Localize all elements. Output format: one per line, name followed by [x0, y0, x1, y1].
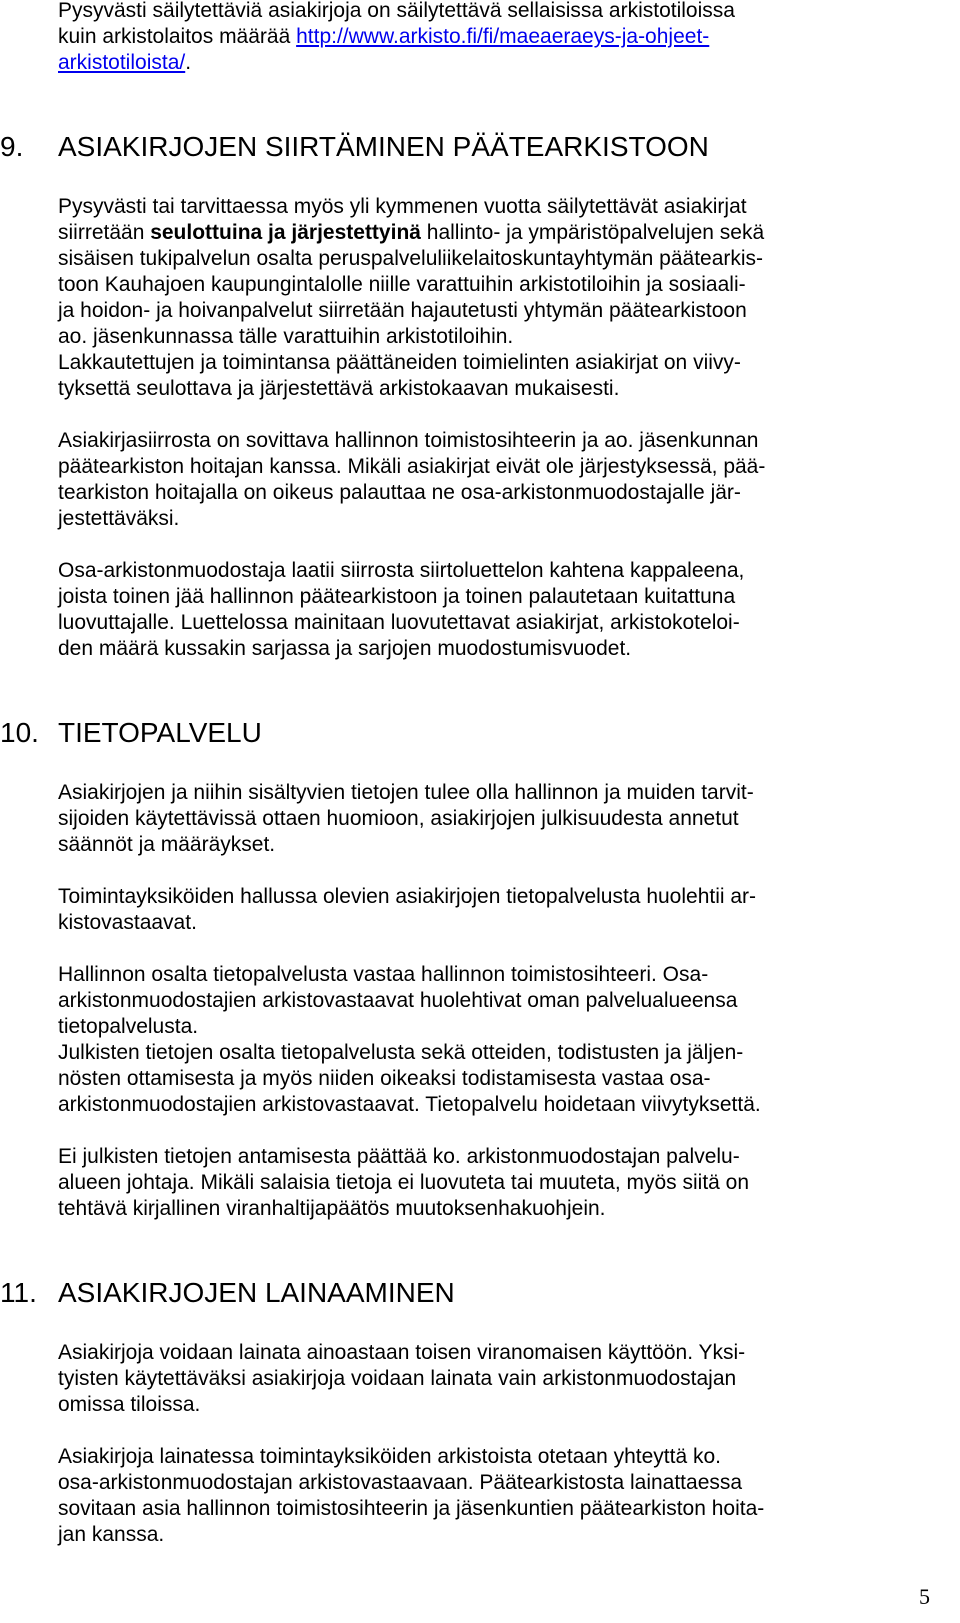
text-line: Asiakirjoja lainatessa toimintayksiköiden arkistoista otetaan yhteyttä ko.: [58, 1445, 721, 1468]
text-line: sisäisen tukipalvelun osalta peruspalveluliikelaitoskuntayhtymän päätearkis-: [58, 247, 764, 270]
emphasis-text: seulottuina ja järjestettyinä: [150, 221, 421, 244]
text-line: sijoiden käytettävissä ottaen huomioon, asiakirjojen julkisuudesta annetut: [58, 807, 739, 830]
section-9-heading: [0, 130, 908, 164]
section-9-title: ASIAKIRJOJEN SIIRTÄMINEN PÄÄTEARKISTOON: [58, 131, 709, 162]
text-line: säännöt ja määräykset.: [58, 833, 276, 856]
text-line: Toimintayksiköiden hallussa olevien asiakirjojen tietopalvelusta huolehtii ar-: [58, 885, 757, 908]
section-10-title: TIETOPALVELU: [58, 717, 262, 748]
text-line: den määrä kussakin sarjassa ja sarjojen muodostumisvuodet.: [58, 637, 632, 660]
text-line: [58, 220, 908, 246]
text-line: päätearkiston hoitajan kanssa. Mikäli asiakirjat eivät ole järjestyksessä, pää-: [58, 455, 766, 478]
text-line: ja hoidon- ja hoivanpalvelut siirretään hajautetusti yhtymän päätearkistoon: [58, 299, 747, 322]
section-9-number: 9.: [0, 131, 24, 162]
section-10-paragraph-4: [58, 1144, 908, 1222]
text-line: Asiakirjoja voidaan lainata ainoastaan toisen viranomaisen käyttöön. Yksi-: [58, 1341, 746, 1364]
text-line: arkistonmuodostajien arkistovastaavat. Tietopalvelu hoidetaan viivytyksettä.: [58, 1093, 761, 1116]
text-line: Ei julkisten tietojen antamisesta päättää ko. arkistonmuodostajan palvelu-: [58, 1145, 740, 1168]
section-10-paragraph-1: [58, 780, 908, 858]
page-number: 5: [919, 1584, 930, 1609]
section-9-paragraph-3: [58, 558, 908, 662]
text-line: jan kanssa.: [58, 1523, 165, 1546]
text-line: tearkiston hoitajalla on oikeus palauttaa ne osa-arkistonmuodostajalle jär-: [58, 481, 741, 504]
section-11-heading: [0, 1276, 908, 1310]
section-11-paragraph-1: [58, 1340, 908, 1418]
intro-line-3-tail: .: [185, 51, 192, 74]
text-fragment: siirretään: [58, 221, 151, 244]
intro-line-1: Pysyvästi säilytettäviä asiakirjoja on säilytettävä sellaisissa arkistotiloissa: [58, 0, 735, 22]
text-line: tehtävä kirjallinen viranhaltijapäätös muutoksenhakuohjein.: [58, 1197, 606, 1220]
text-line: tietopalvelusta.: [58, 1015, 199, 1038]
text-line: Osa-arkistonmuodostaja laatii siirrosta siirtoluettelon kahtena kappaleena,: [58, 559, 745, 582]
intro-line-2: [58, 24, 908, 50]
text-fragment: hallinto- ja ympäristöpalvelujen sekä: [420, 221, 765, 244]
text-line: jestettäväksi.: [58, 507, 180, 530]
text-line: nösten ottamisesta ja myös niiden oikeaksi todistamisesta vastaa osa-: [58, 1067, 711, 1090]
text-line: sovitaan asia hallinnon toimistosihteerin ja jäsenkuntien päätearkiston hoita-: [58, 1497, 765, 1520]
section-10-paragraph-3: [58, 962, 908, 1118]
archive-link-part-2[interactable]: arkistotiloista/: [58, 51, 186, 74]
section-10-paragraph-2: [58, 884, 908, 936]
text-line: Lakkautettujen ja toimintansa päättäneiden toimielinten asiakirjat on viivy-: [58, 351, 741, 374]
intro-line-3: [58, 50, 908, 76]
text-line: luovuttajalle. Luettelossa mainitaan luovutettavat asiakirjat, arkistokoteloi-: [58, 611, 740, 634]
text-line: Pysyvästi tai tarvittaessa myös yli kymmenen vuotta säilytettävät asiakirjat: [58, 195, 747, 218]
section-11-paragraph-2: [58, 1444, 908, 1548]
text-line: Hallinnon osalta tietopalvelusta vastaa hallinnon toimistosihteeri. Osa-: [58, 963, 709, 986]
text-line: omissa tiloissa.: [58, 1393, 201, 1416]
intro-paragraph: [58, 0, 908, 76]
text-line: alueen johtaja. Mikäli salaisia tietoja ei luovuteta tai muuteta, myös siitä on: [58, 1171, 750, 1194]
section-11-title: ASIAKIRJOJEN LAINAAMINEN: [58, 1277, 455, 1308]
text-line: toon Kauhajoen kaupungintalolle niille varattuihin arkistotiloihin ja sosiaali-: [58, 273, 746, 296]
text-line: tyksettä seulottava ja järjestettävä arkistokaavan mukaisesti.: [58, 377, 620, 400]
text-line: tyisten käytettäväksi asiakirjoja voidaan lainata vain arkistonmuodostajan: [58, 1367, 737, 1390]
section-10-number: 10.: [0, 717, 39, 748]
archive-link-part-1[interactable]: http://www.arkisto.fi/fi/maeaeraeys-ja-ohjeet-: [296, 25, 710, 48]
section-9-paragraph-1: [58, 194, 908, 402]
section-10-heading: [0, 716, 908, 750]
text-line: kistovastaavat.: [58, 911, 197, 934]
intro-line-2-text: kuin arkistolaitos määrää: [58, 25, 297, 48]
text-line: osa-arkistonmuodostajan arkistovastaavaan. Päätearkistosta lainattaessa: [58, 1471, 743, 1494]
text-line: arkistonmuodostajien arkistovastaavat huolehtivat oman palvelualueensa: [58, 989, 738, 1012]
text-line: Asiakirjojen ja niihin sisältyvien tietojen tulee olla hallinnon ja muiden tarvit-: [58, 781, 754, 804]
section-11-number: 11.: [0, 1277, 37, 1308]
text-line: joista toinen jää hallinnon päätearkistoon ja toinen palautetaan kuitattuna: [58, 585, 736, 608]
text-line: Julkisten tietojen osalta tietopalvelusta sekä otteiden, todistusten ja jäljen-: [58, 1041, 744, 1064]
text-line: Asiakirjasiirrosta on sovittava hallinnon toimistosihteerin ja ao. jäsenkunnan: [58, 429, 759, 452]
section-9-paragraph-2: [58, 428, 908, 532]
text-line: ao. jäsenkunnassa tälle varattuihin arkistotiloihin.: [58, 325, 514, 348]
